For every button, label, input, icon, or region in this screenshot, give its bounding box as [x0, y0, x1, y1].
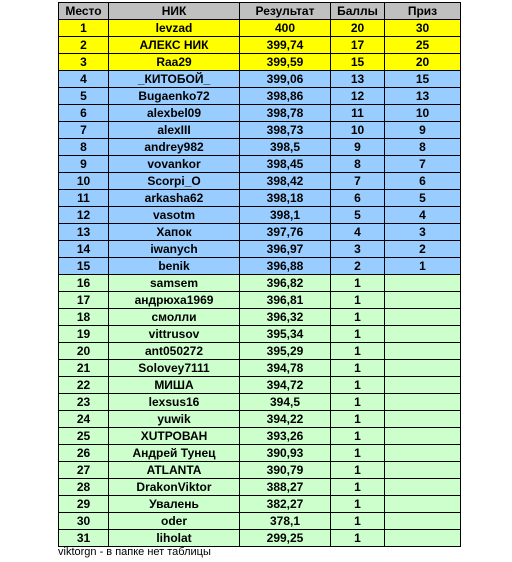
cell-prize	[385, 275, 461, 292]
cell-result: 396,88	[240, 258, 331, 275]
cell-nick: МИША	[109, 377, 240, 394]
cell-prize: 25	[385, 37, 461, 54]
cell-place: 3	[59, 54, 109, 71]
cell-prize	[385, 360, 461, 377]
cell-prize: 20	[385, 54, 461, 71]
cell-result: 398,18	[240, 190, 331, 207]
cell-prize: 15	[385, 71, 461, 88]
cell-result: 299,25	[240, 530, 331, 547]
cell-result: 396,81	[240, 292, 331, 309]
table-row	[59, 54, 461, 71]
cell-prize: 6	[385, 173, 461, 190]
cell-nick: Увалень	[109, 496, 240, 513]
table-row	[59, 496, 461, 513]
table-row	[59, 309, 461, 326]
table-row	[59, 445, 461, 462]
cell-prize: 3	[385, 224, 461, 241]
cell-result: 382,27	[240, 496, 331, 513]
cell-result: 398,78	[240, 105, 331, 122]
cell-place: 19	[59, 326, 109, 343]
cell-nick: liholat	[109, 530, 240, 547]
cell-points: 1	[331, 462, 385, 479]
cell-nick: yuwik	[109, 411, 240, 428]
cell-nick: _КИТОБОЙ_	[109, 71, 240, 88]
table-row	[59, 411, 461, 428]
cell-result: 399,59	[240, 54, 331, 71]
cell-nick: vasotm	[109, 207, 240, 224]
cell-nick: alexbel09	[109, 105, 240, 122]
cell-place: 20	[59, 343, 109, 360]
cell-nick: DrakonViktor	[109, 479, 240, 496]
cell-prize: 1	[385, 258, 461, 275]
cell-prize	[385, 428, 461, 445]
cell-place: 30	[59, 513, 109, 530]
cell-points: 1	[331, 343, 385, 360]
cell-points: 1	[331, 479, 385, 496]
table-row	[59, 343, 461, 360]
cell-nick: андрюха1969	[109, 292, 240, 309]
cell-place: 5	[59, 88, 109, 105]
table-row	[59, 139, 461, 156]
cell-prize	[385, 411, 461, 428]
cell-prize	[385, 377, 461, 394]
cell-result: 395,29	[240, 343, 331, 360]
cell-nick: samsem	[109, 275, 240, 292]
cell-points: 1	[331, 360, 385, 377]
cell-place: 22	[59, 377, 109, 394]
cell-points: 11	[331, 105, 385, 122]
cell-place: 13	[59, 224, 109, 241]
cell-prize	[385, 530, 461, 547]
cell-result: 398,73	[240, 122, 331, 139]
cell-prize: 4	[385, 207, 461, 224]
cell-nick: Raa29	[109, 54, 240, 71]
cell-result: 388,27	[240, 479, 331, 496]
cell-prize: 2	[385, 241, 461, 258]
cell-nick: АЛЕКС НИК	[109, 37, 240, 54]
cell-prize: 8	[385, 139, 461, 156]
cell-prize	[385, 309, 461, 326]
cell-result: 394,22	[240, 411, 331, 428]
cell-nick: oder	[109, 513, 240, 530]
table-row	[59, 462, 461, 479]
cell-result: 378,1	[240, 513, 331, 530]
table-row	[59, 326, 461, 343]
table-row	[59, 37, 461, 54]
cell-result: 398,42	[240, 173, 331, 190]
cell-place: 6	[59, 105, 109, 122]
cell-place: 25	[59, 428, 109, 445]
cell-points: 3	[331, 241, 385, 258]
cell-place: 4	[59, 71, 109, 88]
cell-nick: vovankor	[109, 156, 240, 173]
cell-points: 1	[331, 309, 385, 326]
cell-place: 15	[59, 258, 109, 275]
cell-prize	[385, 343, 461, 360]
cell-prize	[385, 394, 461, 411]
table-row	[59, 190, 461, 207]
cell-nick: levzad	[109, 20, 240, 37]
table-row	[59, 258, 461, 275]
table-row	[59, 513, 461, 530]
cell-place: 16	[59, 275, 109, 292]
cell-result: 396,32	[240, 309, 331, 326]
results-table	[58, 2, 461, 547]
table-row	[59, 360, 461, 377]
cell-points: 17	[331, 37, 385, 54]
table-row	[59, 377, 461, 394]
cell-place: 8	[59, 139, 109, 156]
table-row	[59, 394, 461, 411]
cell-prize	[385, 445, 461, 462]
table-row	[59, 122, 461, 139]
cell-result: 397,76	[240, 224, 331, 241]
cell-prize: 13	[385, 88, 461, 105]
cell-nick: ХUТРОВАН	[109, 428, 240, 445]
cell-points: 4	[331, 224, 385, 241]
cell-points: 13	[331, 71, 385, 88]
cell-result: 398,45	[240, 156, 331, 173]
cell-place: 17	[59, 292, 109, 309]
cell-points: 1	[331, 530, 385, 547]
footnote: viktorgn - в папке нет таблицы	[58, 546, 211, 558]
cell-prize: 30	[385, 20, 461, 37]
table-row	[59, 428, 461, 445]
cell-nick: Bugaenko72	[109, 88, 240, 105]
cell-place: 28	[59, 479, 109, 496]
table-row	[59, 224, 461, 241]
cell-points: 5	[331, 207, 385, 224]
cell-points: 10	[331, 122, 385, 139]
cell-result: 399,06	[240, 71, 331, 88]
cell-prize	[385, 462, 461, 479]
cell-place: 11	[59, 190, 109, 207]
cell-prize	[385, 513, 461, 530]
cell-nick: Scorpi_O	[109, 173, 240, 190]
cell-place: 27	[59, 462, 109, 479]
cell-nick: ant050272	[109, 343, 240, 360]
cell-prize	[385, 292, 461, 309]
cell-nick: Solovey7111	[109, 360, 240, 377]
header-nick: НИК	[109, 3, 240, 20]
cell-points: 8	[331, 156, 385, 173]
cell-result: 399,74	[240, 37, 331, 54]
cell-prize	[385, 326, 461, 343]
cell-points: 2	[331, 258, 385, 275]
table-row	[59, 173, 461, 190]
cell-points: 1	[331, 445, 385, 462]
cell-place: 18	[59, 309, 109, 326]
cell-points: 1	[331, 411, 385, 428]
cell-place: 24	[59, 411, 109, 428]
cell-nick: lexsus16	[109, 394, 240, 411]
cell-points: 15	[331, 54, 385, 71]
cell-place: 2	[59, 37, 109, 54]
table-row	[59, 156, 461, 173]
cell-prize: 7	[385, 156, 461, 173]
cell-place: 23	[59, 394, 109, 411]
cell-nick: benik	[109, 258, 240, 275]
cell-result: 398,5	[240, 139, 331, 156]
header-points: Баллы	[331, 3, 385, 20]
cell-result: 393,26	[240, 428, 331, 445]
cell-result: 396,97	[240, 241, 331, 258]
cell-place: 7	[59, 122, 109, 139]
cell-result: 396,82	[240, 275, 331, 292]
cell-points: 6	[331, 190, 385, 207]
cell-nick: ATLANTA	[109, 462, 240, 479]
cell-points: 1	[331, 496, 385, 513]
cell-points: 1	[331, 428, 385, 445]
cell-place: 31	[59, 530, 109, 547]
cell-nick: alexIII	[109, 122, 240, 139]
cell-points: 1	[331, 326, 385, 343]
cell-result: 398,1	[240, 207, 331, 224]
cell-points: 9	[331, 139, 385, 156]
cell-place: 26	[59, 445, 109, 462]
table-row	[59, 241, 461, 258]
table-row	[59, 71, 461, 88]
cell-prize	[385, 496, 461, 513]
cell-points: 1	[331, 394, 385, 411]
cell-points: 1	[331, 275, 385, 292]
table-row	[59, 20, 461, 37]
table-row	[59, 207, 461, 224]
cell-points: 1	[331, 377, 385, 394]
cell-nick: iwanych	[109, 241, 240, 258]
table-row	[59, 105, 461, 122]
cell-nick: arkasha62	[109, 190, 240, 207]
header-prize: Приз	[385, 3, 461, 20]
cell-result: 400	[240, 20, 331, 37]
cell-result: 394,5	[240, 394, 331, 411]
cell-prize: 9	[385, 122, 461, 139]
header-result: Результат	[240, 3, 331, 20]
header-place: Место	[59, 3, 109, 20]
cell-result: 394,78	[240, 360, 331, 377]
cell-result: 398,86	[240, 88, 331, 105]
cell-points: 7	[331, 173, 385, 190]
cell-points: 1	[331, 513, 385, 530]
cell-place: 1	[59, 20, 109, 37]
table-row	[59, 275, 461, 292]
cell-place: 21	[59, 360, 109, 377]
cell-nick: andrey982	[109, 139, 240, 156]
cell-place: 12	[59, 207, 109, 224]
cell-points: 12	[331, 88, 385, 105]
cell-place: 9	[59, 156, 109, 173]
cell-place: 14	[59, 241, 109, 258]
cell-prize: 5	[385, 190, 461, 207]
cell-nick: Хапок	[109, 224, 240, 241]
cell-result: 394,72	[240, 377, 331, 394]
header-row	[59, 3, 461, 20]
cell-place: 29	[59, 496, 109, 513]
cell-place: 10	[59, 173, 109, 190]
table-row	[59, 479, 461, 496]
cell-prize	[385, 479, 461, 496]
cell-result: 395,34	[240, 326, 331, 343]
cell-points: 20	[331, 20, 385, 37]
table-row	[59, 530, 461, 547]
cell-result: 390,79	[240, 462, 331, 479]
table-row	[59, 292, 461, 309]
cell-nick: vittrusov	[109, 326, 240, 343]
cell-prize: 10	[385, 105, 461, 122]
cell-result: 390,93	[240, 445, 331, 462]
cell-nick: Андрей Тунец	[109, 445, 240, 462]
cell-nick: смолли	[109, 309, 240, 326]
table-row	[59, 88, 461, 105]
cell-points: 1	[331, 292, 385, 309]
